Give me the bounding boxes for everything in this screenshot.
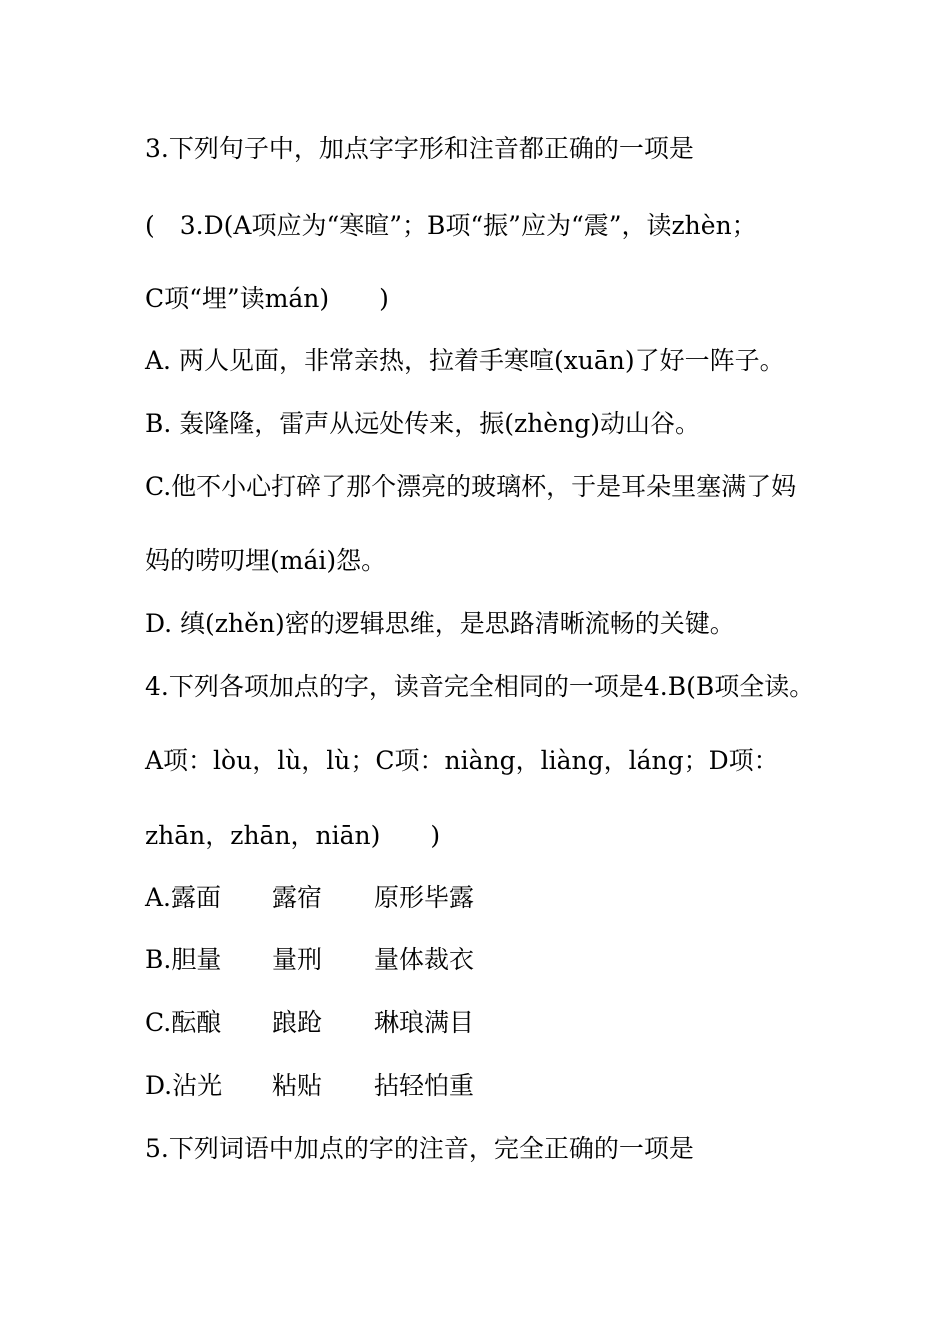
q3-answer-line2: C项“埋”读mán) ) — [145, 284, 389, 313]
q4-option-a-word3: 原形毕露 — [374, 883, 475, 912]
q3-option-d: D. 缜(zhěn)密的逻辑思维，是思路清晰流畅的关键。 — [145, 609, 735, 638]
q4-option-b-word1: B.胆量 — [145, 945, 222, 974]
q4-option-b-word2: 量刑 — [272, 945, 323, 974]
q4-option-c-word2: 踉跄 — [272, 1008, 323, 1037]
q4-question-line2: A项：lòu，lù，lù；C项：niàng，liàng，láng；D项： — [145, 746, 779, 775]
q4-option-c-word3: 琳琅满目 — [374, 1008, 475, 1037]
q4-option-a-word1: A.露面 — [145, 883, 222, 912]
q3-option-a: A. 两人见面，非常亲热，拉着手寒喧(xuān)了好一阵子。 — [145, 346, 785, 375]
q5-question: 5.下列词语中加点的字的注音，完全正确的一项是 — [145, 1134, 694, 1163]
q4-option-d-word3: 拈轻怕重 — [374, 1071, 475, 1100]
q4-option-d-word2: 粘贴 — [272, 1071, 323, 1100]
q3-option-c-line2: 妈的唠叨埋(mái)怨。 — [145, 546, 387, 575]
q3-answer-line1: ( 3.D(A项应为“寒暄”；B项“振”应为“震”，读zhèn； — [145, 211, 757, 240]
q4-question-line1: 4.下列各项加点的字，读音完全相同的一项是4.B(B项全读。 — [145, 672, 815, 701]
q3-option-b: B. 轰隆隆，雷声从远处传来，振(zhèng)动山谷。 — [145, 409, 700, 438]
q4-option-b-word3: 量体裁衣 — [374, 945, 475, 974]
q4-question-line3: zhān，zhān，niān) ) — [145, 821, 441, 850]
q3-option-c-line1: C.他不小心打碎了那个漂亮的玻璃杯，于是耳朵里塞满了妈 — [145, 472, 797, 501]
q4-option-c-word1: C.酝酿 — [145, 1008, 222, 1037]
q3-question: 3.下列句子中，加点字字形和注音都正确的一项是 — [145, 134, 694, 163]
q4-option-d-word1: D.沾光 — [145, 1071, 223, 1100]
q4-option-a-word2: 露宿 — [272, 883, 323, 912]
